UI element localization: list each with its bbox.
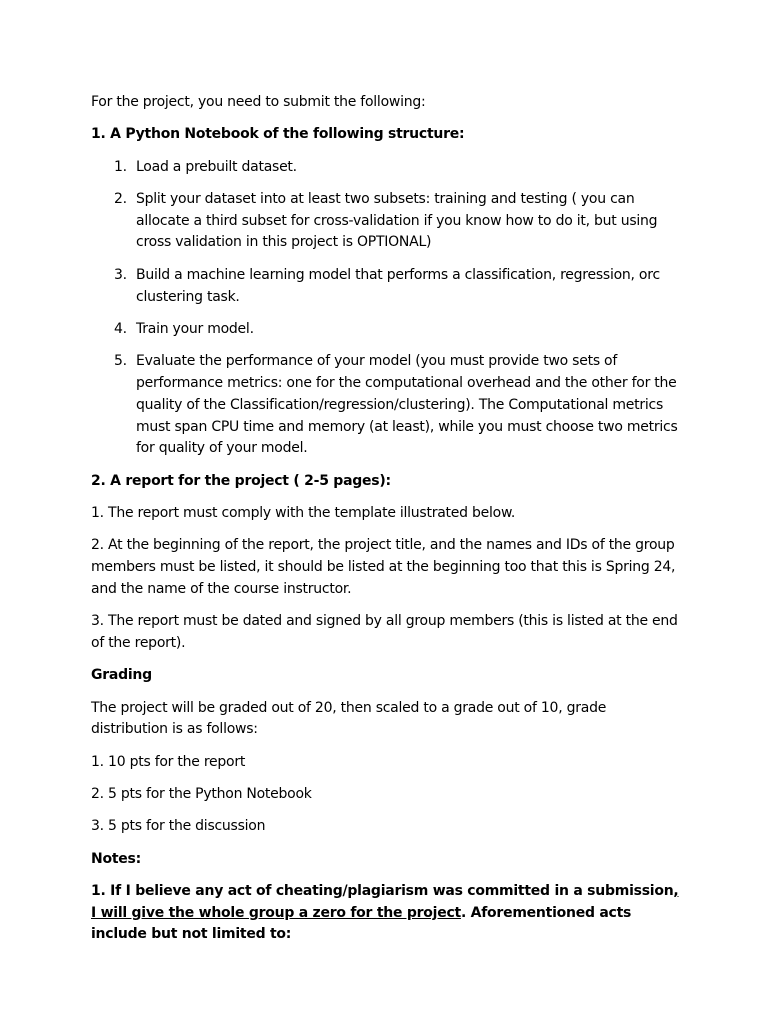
grading-heading: Grading bbox=[91, 667, 152, 684]
list-item bbox=[91, 319, 681, 341]
list-item bbox=[91, 189, 681, 254]
note-1-end: . Aforementioned acts include but not limited to: bbox=[91, 904, 632, 943]
notebook-structure-list bbox=[91, 157, 681, 461]
notes-heading: Notes: bbox=[91, 850, 141, 867]
note-1-start: 1. If I believe any act of cheating/plagiarism was committed in a submission bbox=[91, 882, 674, 899]
report-point: 3. The report must be dated and signed by all group members (this is listed at the end of the report). bbox=[91, 613, 678, 651]
section-1-heading: 1. A Python Notebook of the following structure: bbox=[91, 126, 465, 143]
list-item-number: 4. bbox=[114, 320, 127, 337]
list-item-number: 1. bbox=[114, 158, 127, 175]
note-1-underlined: , I will give the whole group a zero for the project bbox=[91, 882, 679, 921]
report-point: 2. At the beginning of the report, the project title, and the names and IDs of the group members must be listed, it should be listed at the beginning too that this is Spring 24, and the name of the course instructor. bbox=[91, 537, 676, 597]
list-item-text: Split your dataset into at least two subsets: training and testing ( you can allocate a third subset for cross-validation if you know how to do it, but using cross validation in this project is OPTIONAL) bbox=[136, 190, 658, 251]
list-item-text: Build a machine learning model that performs a classification, regression, orc clustering task. bbox=[136, 266, 660, 305]
list-item bbox=[91, 157, 681, 179]
grading-item: 1. 10 pts for the report bbox=[91, 753, 246, 770]
report-point: 1. The report must comply with the template illustrated below. bbox=[91, 504, 516, 521]
note-1 bbox=[91, 881, 681, 946]
list-item-number: 2. bbox=[114, 190, 127, 207]
list-item-number: 3. bbox=[114, 266, 127, 283]
grading-item: 3. 5 pts for the discussion bbox=[91, 818, 266, 835]
list-item bbox=[91, 265, 681, 309]
list-item-text: Evaluate the performance of your model (you must provide two sets of performance metrics: one for the computational overhead and the other for the quality of the Classification/regression/clustering). The Computational metrics must span CPU time and memory (at least), while you must choose two metrics for quality of your model. bbox=[136, 353, 678, 457]
document-body bbox=[91, 92, 681, 957]
list-item bbox=[91, 351, 681, 460]
intro-text: For the project, you need to submit the following: bbox=[91, 94, 426, 110]
grading-item: 2. 5 pts for the Python Notebook bbox=[91, 785, 312, 802]
list-item-text: Load a prebuilt dataset. bbox=[136, 158, 297, 175]
list-item-text: Train your model. bbox=[136, 320, 254, 337]
list-item-number: 5. bbox=[114, 353, 127, 370]
grading-intro: The project will be graded out of 20, then scaled to a grade out of 10, grade distribution is as follows: bbox=[91, 699, 607, 738]
section-2-heading: 2. A report for the project ( 2-5 pages): bbox=[91, 472, 391, 489]
